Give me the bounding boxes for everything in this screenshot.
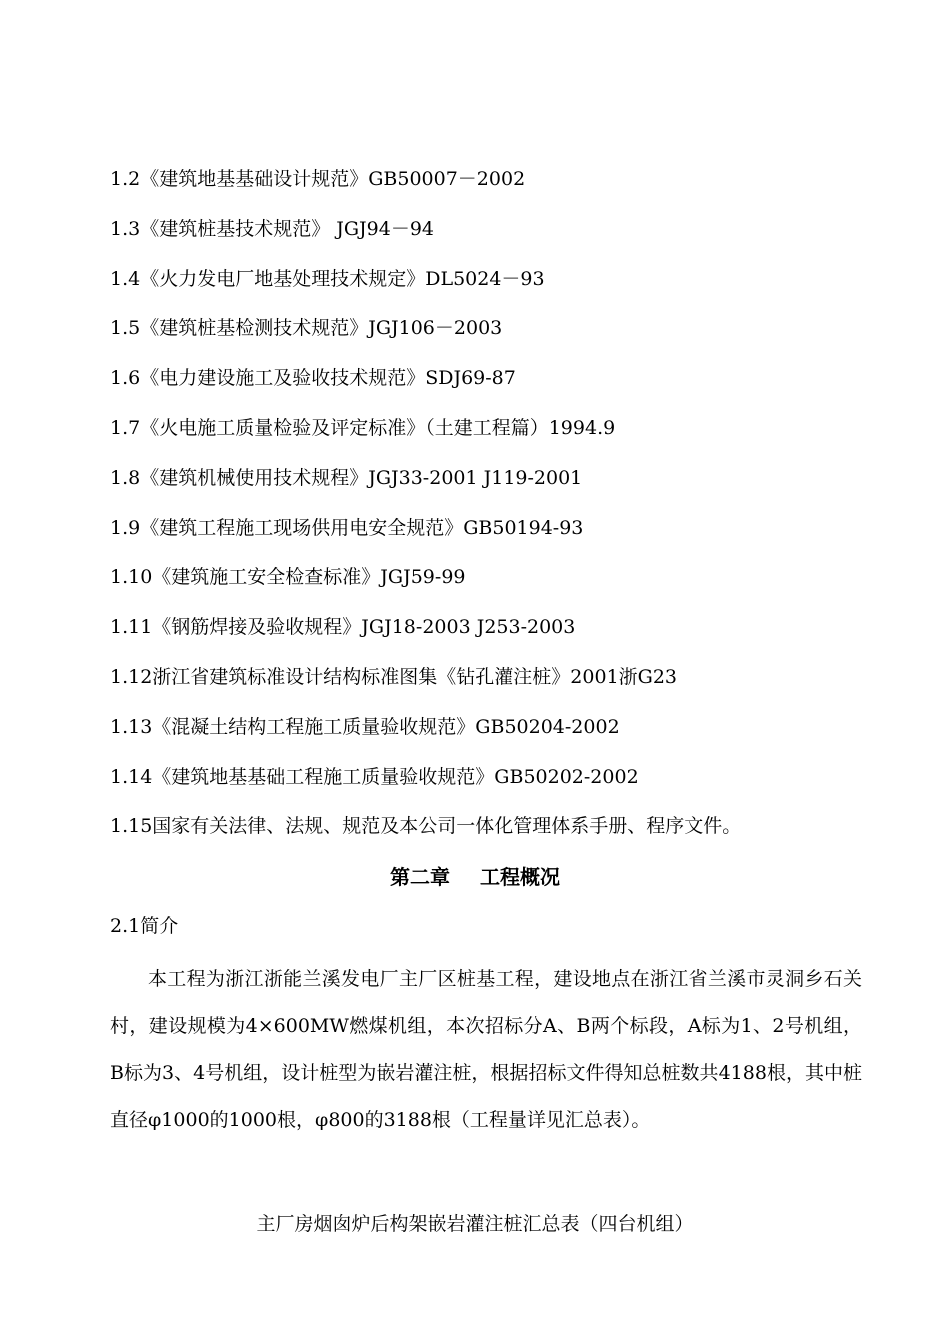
reference-item: 1.12浙江省建筑标准设计结构标准图集《钻孔灌注桩》2001浙G23 bbox=[110, 665, 678, 688]
reference-item: 1.15国家有关法律、法规、规范及本公司一体化管理体系手册、程序文件。 bbox=[110, 815, 742, 838]
chapter-name: 工程概况 bbox=[480, 865, 560, 889]
section-heading: 2.1简介 bbox=[110, 915, 179, 937]
reference-item: 1.3《建筑桩基技术规范》 JGJ94－94 bbox=[110, 217, 435, 240]
reference-item: 1.10《建筑施工安全检查标准》JGJ59-99 bbox=[110, 566, 466, 589]
reference-item: 1.5《建筑桩基检测技术规范》JGJ106－2003 bbox=[110, 317, 503, 340]
table-caption: 主厂房烟囱炉后构架嵌岩灌注桩汇总表（四台机组） bbox=[256, 1213, 694, 1235]
reference-item: 1.2《建筑地基基础设计规范》GB50007－2002 bbox=[110, 168, 526, 190]
chapter-number: 第二章 bbox=[390, 865, 450, 889]
reference-item: 1.4《火力发电厂地基处理技术规定》DL5024－93 bbox=[110, 267, 545, 290]
reference-item: 1.7《火电施工质量检验及评定标准》（土建工程篇）1994.9 bbox=[110, 416, 616, 439]
reference-item: 1.13《混凝土结构工程施工质量验收规范》GB50204-2002 bbox=[110, 715, 620, 738]
reference-item: 1.14《建筑地基基础工程施工质量验收规范》GB50202-2002 bbox=[110, 765, 639, 788]
project-overview-paragraph: 本工程为浙江浙能兰溪发电厂主厂区桩基工程，建设地点在浙江省兰溪市灵洞乡石关村，建设规模为4×600MW燃煤机组，本次招标分A、B两个标段，A标为1、2号机组，B标为3、4号机组，设计桩型为嵌岩灌注桩，根据招标文件得知总桩数共4188根，其中桩直径φ1000的1000根，φ800的3188根（工程量详见汇总表）。 bbox=[110, 968, 862, 1131]
reference-item: 1.8《建筑机械使用技术规程》JGJ33-2001 J119-2001 bbox=[110, 466, 583, 489]
reference-standards-list bbox=[110, 160, 870, 857]
reference-item: 1.6《电力建设施工及验收技术规范》SDJ69-87 bbox=[110, 367, 516, 390]
reference-item: 1.9《建筑工程施工现场供用电安全规范》GB50194-93 bbox=[110, 516, 584, 539]
reference-item: 1.11《钢筋焊接及验收规程》JGJ18-2003 J253-2003 bbox=[110, 616, 576, 639]
chapter-title bbox=[0, 858, 950, 896]
